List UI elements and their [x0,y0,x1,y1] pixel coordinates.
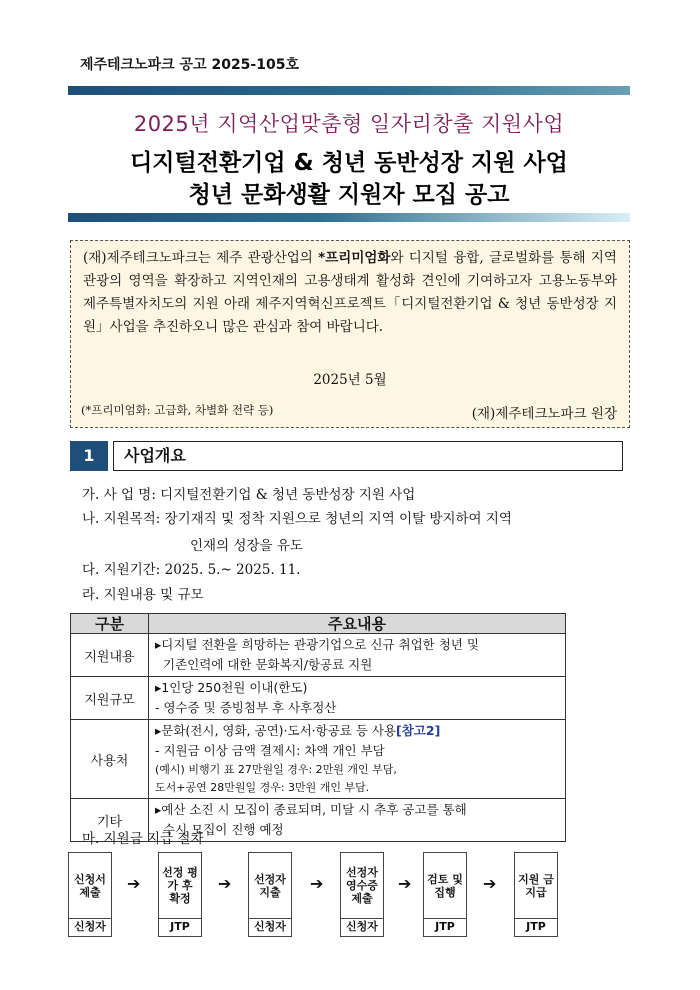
intro-text-after: 와 디지털 융합, 글로벌화를 통해 지역관광의 영역을 확장하고 지역인재의 고용생태계 활성화 견인에 기여하고자 고용노동부와 제주특별자치도의 지원 아래 제주지역혁신프로젝트「디지털전환기업 & 청년 동반성장 지원」사업을 추진하오니 많은 관심과 참여 바랍니다. [83,250,617,335]
arrow-right-icon: ➔ [127,874,141,893]
row-line-text: ▸문화(전시, 영화, 공연)·도서·항공료 등 사용 [155,723,397,738]
flow-step-actor: 신청자 [346,920,378,933]
row-content [149,799,566,842]
row-label: 지원내용 [71,634,149,677]
flow-step-actor: JTP [435,920,455,933]
intro-footnote: (*프리미엄화: 고급화, 차별화 전략 등) [81,403,274,417]
row-line: ▸1인당 250천원 이내(한도) [155,680,308,695]
row-line: 기존인력에 대한 문화복지/항공료 지원 [163,657,373,672]
row-label: 사용처 [71,720,149,799]
program-subtitle: 2025년 지역산업맞춤형 일자리창출 지원사업 [133,112,565,136]
intro-date: 2025년 5월 [313,372,387,388]
header-category: 구분 [71,614,149,634]
section-number: 1 [70,441,108,471]
flow-step-label: 선정자 지출 [249,853,291,919]
item-ra: 라. 지원내용 및 규모 [82,587,204,603]
flow-step-label: 선정자 영수증 제출 [341,853,383,919]
section-title: 사업개요 [113,441,623,471]
flow-step-label: 신청서 제출 [69,853,111,919]
flow-step [248,852,292,937]
item-ga: 가. 사 업 명: 디지털전환기업 & 청년 동반성장 지원 사업 [82,487,416,503]
title-line-2: 청년 문화생활 지원자 모집 공고 [188,182,510,208]
flow-step [514,852,558,937]
flow-step [68,852,112,937]
row-content [149,720,566,799]
payment-process-flow [68,852,633,937]
intro-bold-term: *프리미엄화 [318,250,391,266]
arrow-right-icon: ➔ [310,874,324,893]
arrow-right-icon: ➔ [218,874,232,893]
flow-step [158,852,202,937]
flow-step-label: 검토 및 집행 [424,853,466,919]
row-content [149,634,566,677]
intro-text-before: (재)제주테크노파크는 제주 관광산업의 [83,250,319,266]
row-line: - 영수증 및 증빙첨부 후 사후정산 [155,700,337,715]
flow-step-label: 선정 평가 후 확정 [159,853,201,919]
intro-paragraph [83,247,617,339]
row-line: - 지원금 이상 금액 결제시: 차액 개인 부담 [155,743,385,758]
notice-number: 제주테크노파크 공고 2025-105호 [80,57,299,73]
item-na-continued: 인재의 성장을 유도 [190,538,303,554]
header-content: 주요내용 [149,614,566,634]
header-bottom-bar [68,213,630,222]
row-example-line: (예시) 비행기 표 27만원일 경우: 2만원 개인 부담, [155,763,397,776]
row-label: 지원규모 [71,677,149,720]
row-content [149,677,566,720]
arrow-right-icon: ➔ [483,874,497,893]
row-line: ▸예산 소진 시 모집이 종료되며, 미달 시 추후 공고를 통해 [155,802,467,817]
row-line: 수시 모집이 진행 예정 [163,822,284,837]
arrow-right-icon: ➔ [398,874,412,893]
flow-step-actor: 신청자 [74,920,106,933]
row-line: ▸디지털 전환을 희망하는 관광기업으로 신규 취업한 청년 및 [155,637,479,652]
table-row [71,634,566,677]
flow-step [423,852,467,937]
title-line-1: 디지털전환기업 & 청년 동반성장 지원 사업 [130,150,568,176]
flow-step-label: 지원 금 지급 [515,853,557,919]
support-table [70,613,566,842]
reference-link[interactable]: [참고2] [396,723,441,738]
intro-box [70,240,630,428]
row-line-with-ref [155,721,559,741]
item-ma: 마. 지원금 지급 절차 [82,831,204,847]
intro-signature: (재)제주테크노파크 원장 [471,406,617,422]
table-header-row [71,614,566,634]
row-label: 기타 [71,799,149,842]
row-example-line: 도서+공연 28만원일 경우: 3만원 개인 부담. [155,781,370,794]
item-na: 나. 지원목적: 장기재직 및 정착 지원으로 청년의 지역 이탈 방지하여 지역 [82,511,512,527]
header-top-bar [68,86,630,95]
flow-step [340,852,384,937]
table-row [71,720,566,799]
flow-step-actor: JTP [526,920,546,933]
flow-step-actor: 신청자 [254,920,286,933]
item-da: 다. 지원기간: 2025. 5.~ 2025. 11. [82,562,301,578]
table-row [71,677,566,720]
flow-step-actor: JTP [170,920,190,933]
